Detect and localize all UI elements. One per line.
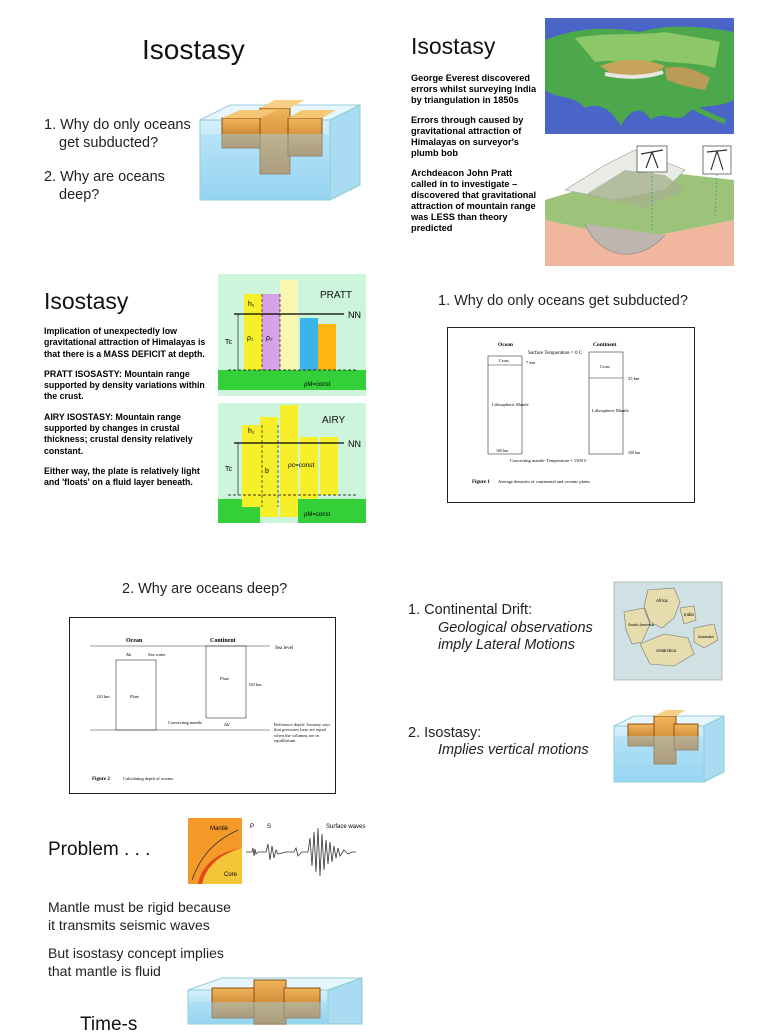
fig2-dh: Δh (126, 652, 132, 657)
asia-topographic-map (545, 18, 734, 134)
map-label-africa: Africa (656, 598, 668, 603)
figure2-diagram (70, 618, 335, 793)
map-label-south-america: South America (628, 622, 655, 627)
fig1-7km: 7 km (526, 360, 536, 365)
slide7-paragraph-1: Mantle must be rigid because it transmits seismic waves (48, 899, 231, 933)
slide2-paragraph-2: Errors through caused by gravitational attraction of Himalayas on surveyor's plumb bob (411, 115, 524, 158)
slide3-paragraph-2: PRATT ISOSASTY: Mountain range supported by density variations within the crust. (44, 368, 205, 402)
fig2-continent-label: Continent (210, 638, 236, 644)
fig1-ocean-label: Ocean (498, 342, 513, 348)
seismogram-p-label: P (250, 824, 255, 830)
figure2-box (69, 617, 336, 794)
pratt-h1-label: h₁ (248, 301, 255, 308)
figure1-box (447, 327, 695, 503)
mantle-label: Mantle (210, 826, 229, 832)
slide8-partial-title: Time-s (80, 1014, 138, 1035)
slide3-title: Isostasy (44, 288, 129, 314)
fig1-continent-crust: Crust (600, 364, 610, 369)
slide5-heading: 2. Why are oceans deep? (122, 581, 288, 597)
airy-pc-const: ρc=const (288, 462, 315, 469)
mantle-core-diagram (188, 818, 242, 884)
fig1-35km: 35 km (628, 376, 640, 381)
floating-blocks-illustration (200, 100, 362, 210)
floating-blocks-small (614, 712, 724, 784)
slide6-item1: 1. Continental Drift: (408, 602, 533, 618)
pratt-tc-label: Tc (225, 339, 232, 346)
slide3-text (44, 326, 214, 498)
slide6-item2-sub: Implies vertical motions (438, 742, 589, 758)
seismogram-surface-waves-label: Surface waves (326, 824, 366, 830)
fig1-ocean-lith: Lithospheric Mantle (492, 402, 529, 407)
fig2-120km-ocean: 120 km (96, 694, 110, 699)
fig1-caption-label: Figure 1 (472, 480, 490, 485)
airy-pm-const: ρM=const (304, 512, 331, 518)
fig1-surface-temp: Surface Temperature = 0 C (528, 351, 583, 356)
slide3-paragraph-4: Either way, the plate is relatively light and 'floats' on a fluid layer beneath. (44, 465, 200, 488)
fig1-100km-ocean: 100 km (496, 448, 509, 453)
seismogram-s-label: S (267, 824, 272, 830)
fig1-ocean-crust: Crust (499, 358, 509, 363)
fig2-caption: Calculating depth of oceans (123, 776, 174, 781)
fig2-caption-label: Figure 2 (92, 777, 110, 782)
airy-label: AIRY (322, 415, 346, 426)
pratt-rho2-label: ρ₂ (266, 335, 273, 342)
slide4-heading: 1. Why do only oceans get subducted? (438, 293, 688, 309)
slide7-title: Problem . . . (48, 839, 151, 860)
airy-isostasy-diagram (218, 403, 366, 523)
pratt-nn-label: NN (348, 310, 361, 320)
airy-nn-label: NN (348, 439, 361, 449)
gondwana-map (614, 582, 722, 680)
map-label-india: India (684, 612, 694, 617)
core-label: Core (224, 872, 238, 878)
fig1-caption: Average densities of continental and oceanic plates (498, 479, 590, 484)
fig1-100km-continent: 100 km (628, 450, 641, 455)
slide2-title: Isostasy (411, 33, 496, 59)
slide3-paragraph-3: AIRY ISOSTASY: Mountain range supported by changes in crustal thickness; crustal density relatively constant. (44, 411, 193, 456)
pratt-isostasy-diagram (218, 274, 366, 396)
map-label-australia: Australia (698, 634, 714, 639)
fig2-120km-continent: 120 km (248, 682, 262, 687)
map-label-antarctica: Antarctica (656, 648, 677, 653)
fig2-dh2: Δh' (224, 722, 230, 727)
fig2-plate-ocean: Plate (130, 694, 139, 699)
fig2-plate-continent: Plate (220, 676, 229, 681)
seismogram (246, 818, 366, 884)
pratt-pm-const: ρM=const (304, 382, 331, 388)
slide3-paragraph-1: Implication of unexpectedly low gravitational attraction of Himalayas is that there is a MASS DEFICIT at depth. (44, 326, 206, 359)
slide1-question1: 1. Why do only oceans get subducted? (44, 117, 191, 151)
fig2-convecting: Convecting mantle (168, 720, 203, 725)
figure1-diagram (448, 328, 694, 502)
airy-tc-label: Tc (225, 466, 232, 473)
fig2-sea-level: Sea level (275, 646, 294, 651)
slide6-item1-sub-b: imply Lateral Motions (438, 637, 575, 653)
fig2-reference-note: Reference depth: Isostasy says that pressures here are equal when the columns are in equilibrium (274, 722, 331, 744)
slide6-item1-sub-a: Geological observations (438, 620, 593, 636)
slide1-question2: 2. Why are oceans deep? (44, 169, 165, 203)
slide7-paragraph-2: But isostasy concept implies that mantle is fluid (48, 945, 224, 979)
slide2-paragraph-1: George Everest discovered errors whilst surveying India by triangulation in 1850s (411, 73, 537, 105)
pratt-label: PRATT (320, 290, 353, 301)
fig1-continent-label: Continent (593, 342, 617, 348)
airy-b-label: b (265, 468, 269, 475)
pratt-rho1-label: ρ₁ (247, 335, 254, 342)
fig2-ocean-label: Ocean (126, 638, 143, 644)
slide2-text (411, 73, 537, 243)
slide1-title: Isostasy (142, 34, 245, 65)
fig1-convecting: Convecting mantle: Temperature = 1300 C (510, 458, 587, 463)
fig2-sea-water: Sea water (148, 652, 166, 657)
slide2-paragraph-3: Archdeacon John Pratt called in to investigate – discovered that gravitational attraction of mountain range was LESS than theory predicted (411, 168, 537, 233)
mountain-survey-block-diagram (545, 140, 734, 266)
airy-h1-label: h₁ (248, 428, 255, 435)
fig1-continent-lith: Lithospheric Mantle (592, 408, 629, 413)
slide6-item2: 2. Isostasy: (408, 725, 482, 741)
floating-blocks-bottom (188, 976, 362, 1024)
